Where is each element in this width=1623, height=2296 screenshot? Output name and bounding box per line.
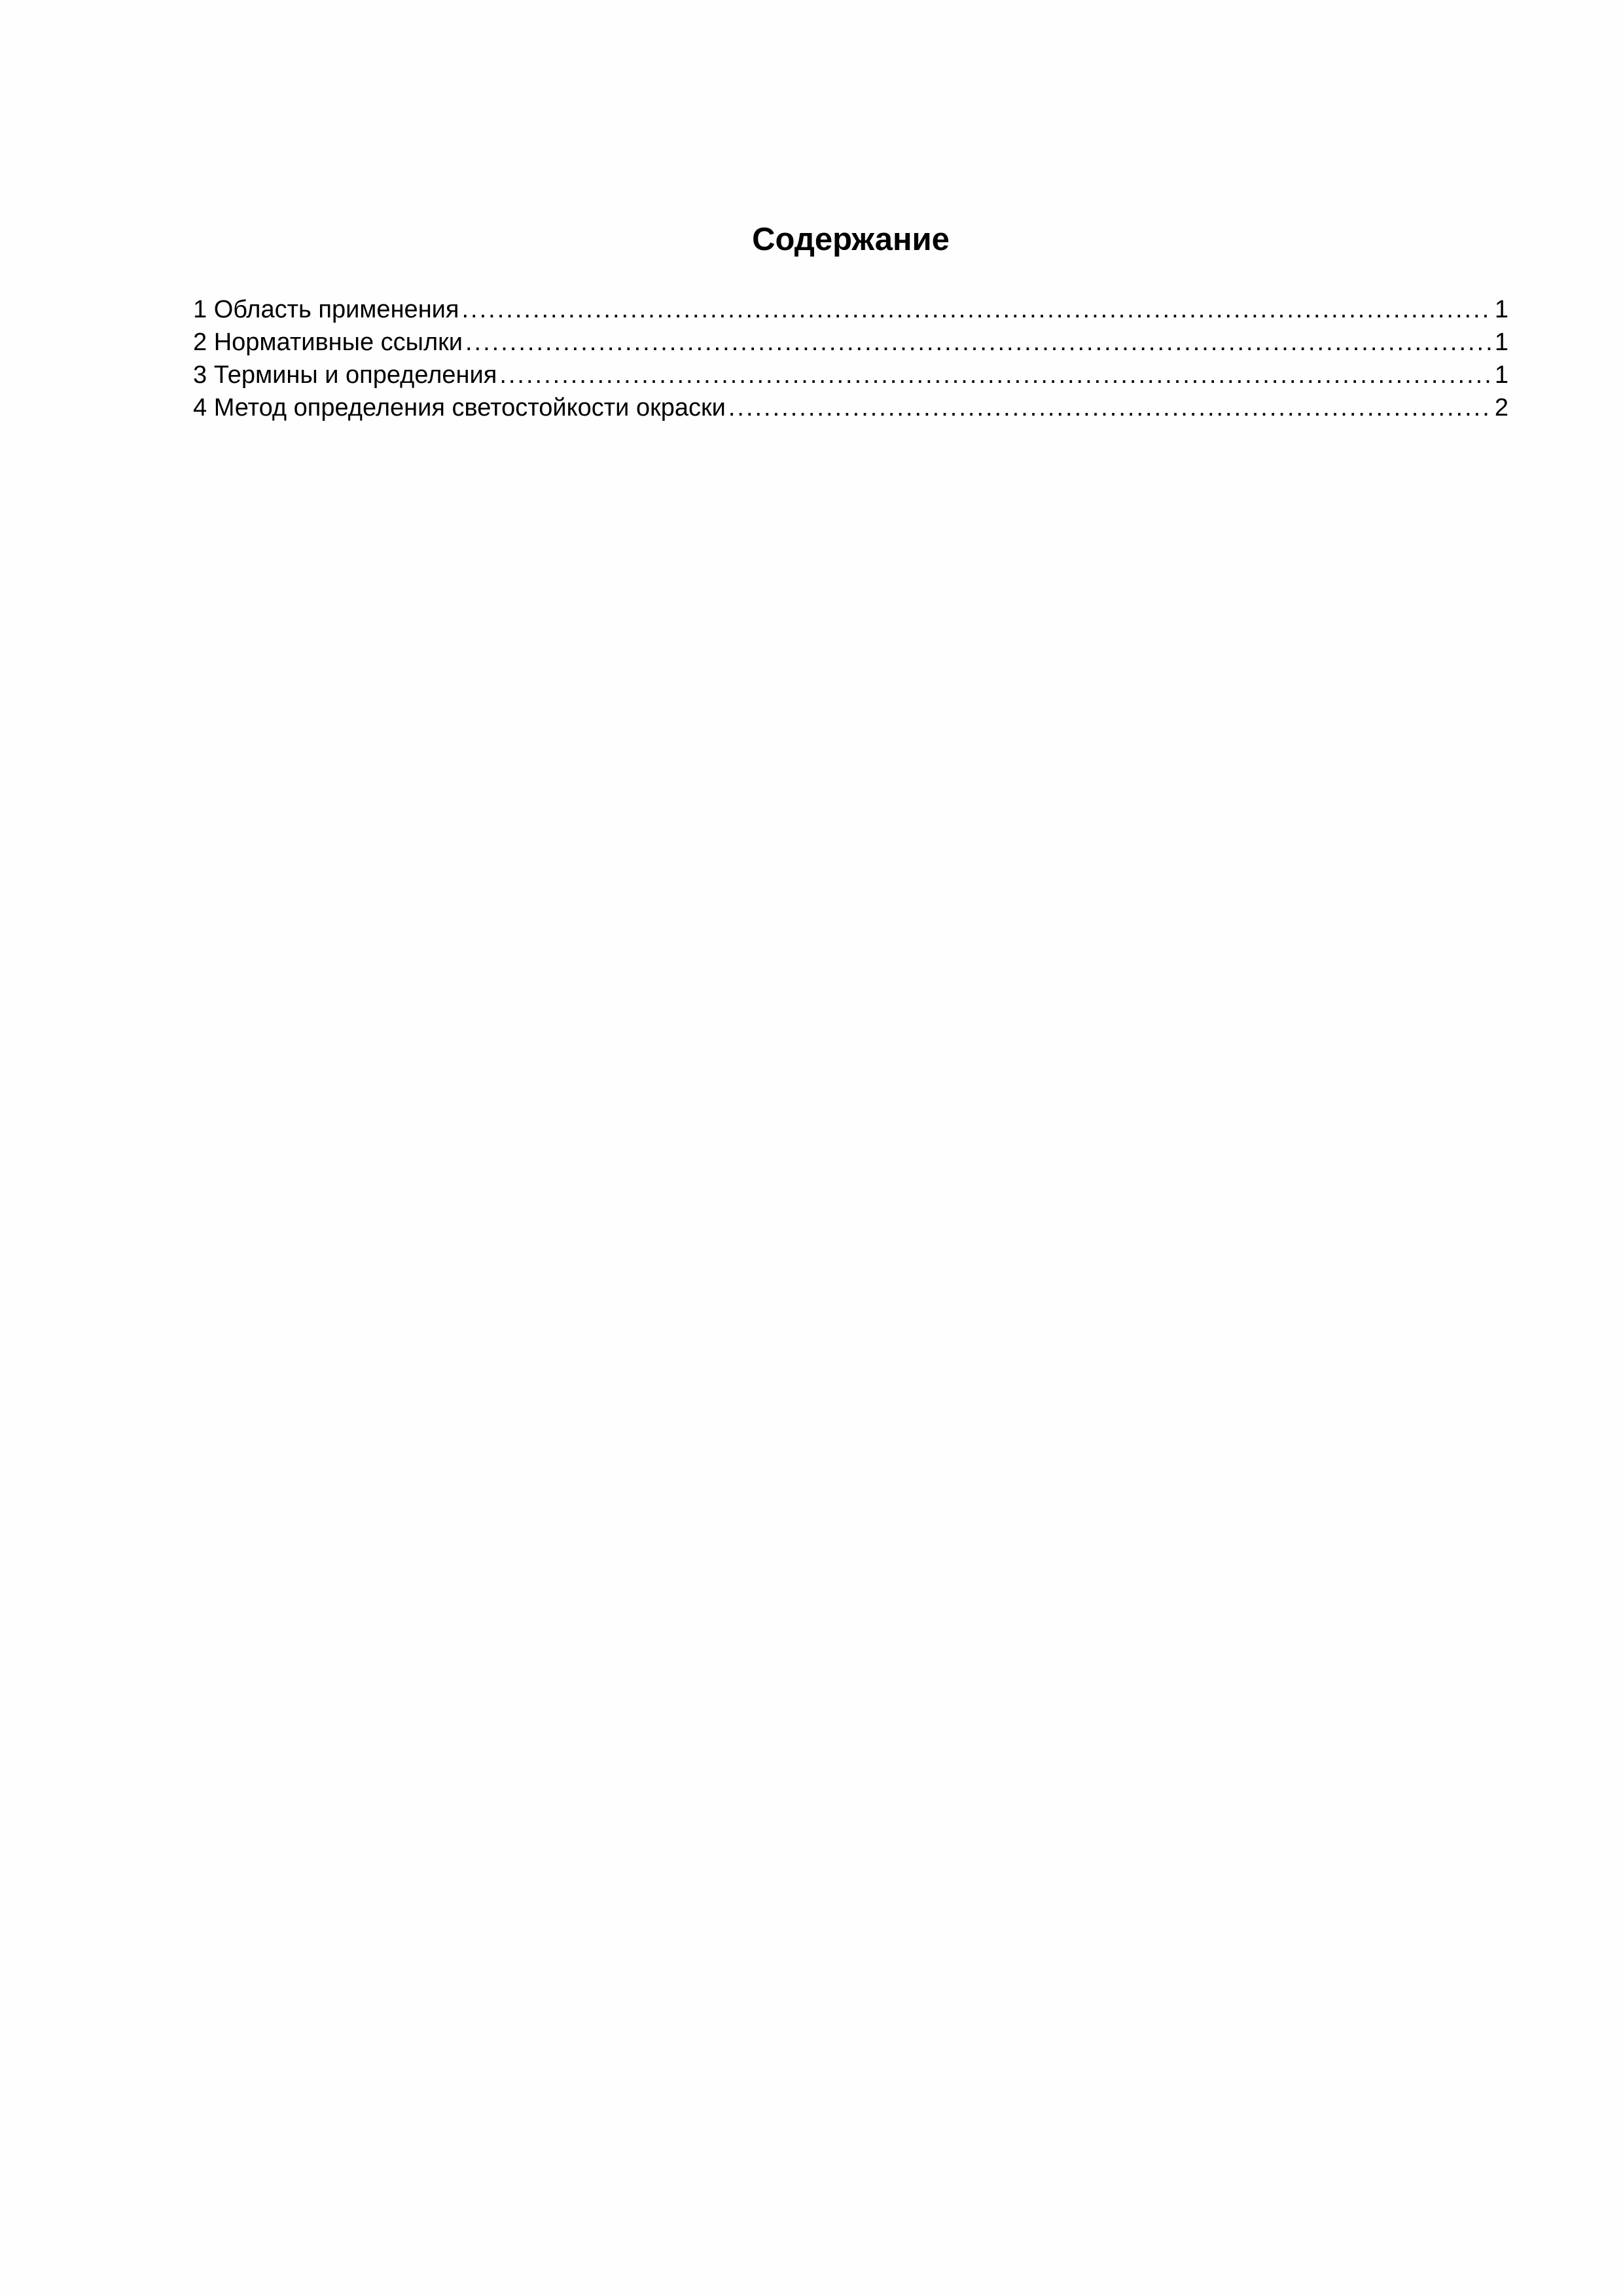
toc-entry-label: 4 Метод определения светостойкости окраски bbox=[193, 394, 726, 422]
toc-dot-leader bbox=[499, 359, 1492, 391]
toc-entry-page-number: 1 bbox=[1494, 329, 1508, 356]
toc-entry bbox=[193, 326, 1508, 359]
toc-entry-label: 1 Область применения bbox=[193, 296, 459, 323]
toc-entry-page-number: 2 bbox=[1494, 394, 1508, 422]
toc-dot-leader bbox=[728, 391, 1492, 424]
toc-entry-label: 2 Нормативные ссылки bbox=[193, 329, 463, 356]
toc-entry bbox=[193, 359, 1508, 391]
toc-entry-label: 3 Термины и определения bbox=[193, 361, 497, 389]
toc-title: Содержание bbox=[752, 222, 950, 257]
toc-dot-leader bbox=[461, 293, 1491, 326]
toc-entry-page-number: 1 bbox=[1494, 296, 1508, 323]
toc-entry bbox=[193, 293, 1508, 326]
toc-list bbox=[193, 293, 1508, 424]
toc-entry-page-number: 1 bbox=[1494, 361, 1508, 389]
toc-entry bbox=[193, 391, 1508, 424]
toc-dot-leader bbox=[465, 326, 1492, 359]
